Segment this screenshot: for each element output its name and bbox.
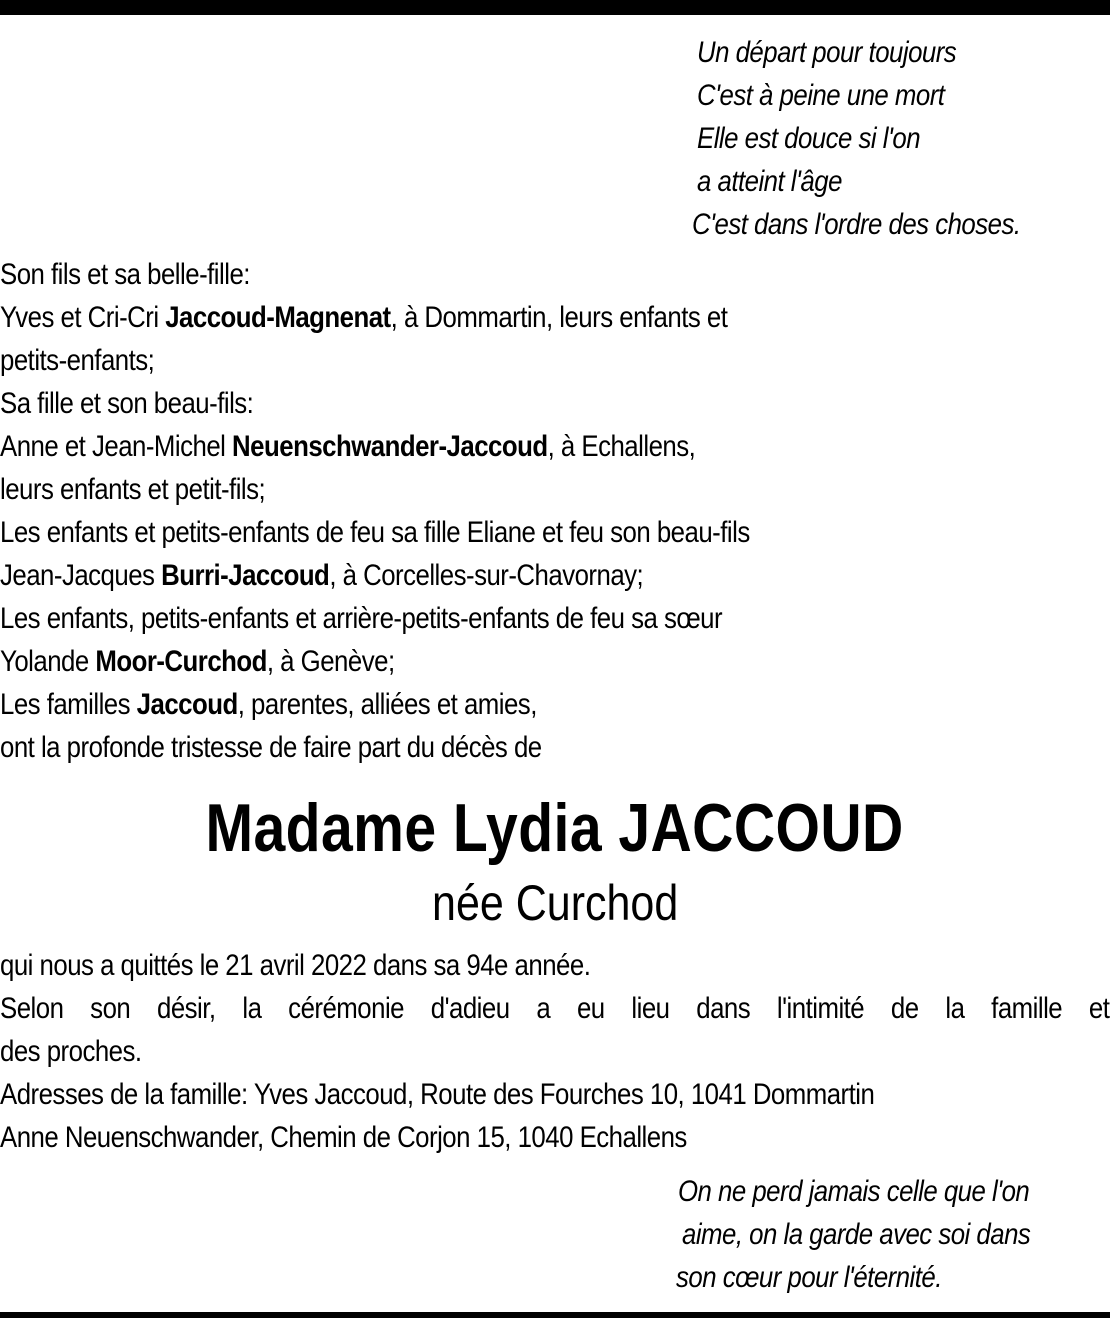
family-line: Les familles Jaccoud, parentes, alliées et amies, [0,688,537,721]
poem-line: Un départ pour toujours [697,36,957,69]
family-line: Sa fille et son beau-fils: [0,387,254,420]
family-line: ont la profonde tristesse de faire part du décès de [0,731,542,764]
family-line: Les enfants et petits-enfants de feu sa fille Eliane et feu son beau-fils [0,516,750,549]
poem-line: C'est dans l'ordre des choses. [692,208,1021,241]
family-line: Yolande Moor-Curchod, à Genève; [0,645,395,678]
family-address-line: Anne Neuenschwander, Chemin de Corjon 15, 1040 Echallens [0,1121,687,1154]
details-line: qui nous a quittés le 21 avril 2022 dans sa 94e année. [0,949,591,982]
quote-line: aime, on la garde avec soi dans [682,1218,1031,1251]
family-surname: Jaccoud-Magnenat [165,301,391,334]
family-line: Les enfants, petits-enfants et arrière-petits-enfants de feu sa sœur [0,602,723,635]
family-surname: Moor-Curchod [95,645,267,678]
family-surname: Burri-Jaccoud [161,559,330,592]
details-line: Selon son désir, la cérémonie d'adieu a eu lieu dans l'intimité de la famille et [0,992,1110,1025]
funeral-details [0,944,1109,1159]
family-line: Anne et Jean-Michel Neuenschwander-Jaccoud, à Echallens, [0,430,696,463]
poem-line: a atteint l'âge [697,165,842,198]
family-line: Yves et Cri-Cri Jaccoud-Magnenat, à Dommartin, leurs enfants et [0,301,728,334]
family-line: petits-enfants; [0,344,155,377]
quote-line: On ne perd jamais celle que l'on [678,1175,1030,1208]
family-line: Jean-Jacques Burri-Jaccoud, à Corcelles-sur-Chavornay; [0,559,644,592]
poem-line: Elle est douce si l'on [697,122,921,155]
top-border-rule [0,0,1110,15]
family-surname: Neuenschwander-Jaccoud [232,430,548,463]
family-surname: Jaccoud [136,688,238,721]
deceased-maiden-name: née Curchod [431,875,679,931]
family-line: Son fils et sa belle-fille: [0,258,250,291]
deceased-name: Madame Lydia JACCOUD [205,790,905,866]
poem-line: C'est à peine une mort [697,79,945,112]
family-address-line: Adresses de la famille: Yves Jaccoud, Route des Fourches 10, 1041 Dommartin [0,1078,875,1111]
details-line: des proches. [0,1035,142,1068]
family-announcement [0,253,750,769]
bottom-border-rule [0,1312,1110,1318]
quote-line: son cœur pour l'éternité. [676,1261,942,1294]
family-line: leurs enfants et petit-fils; [0,473,266,506]
